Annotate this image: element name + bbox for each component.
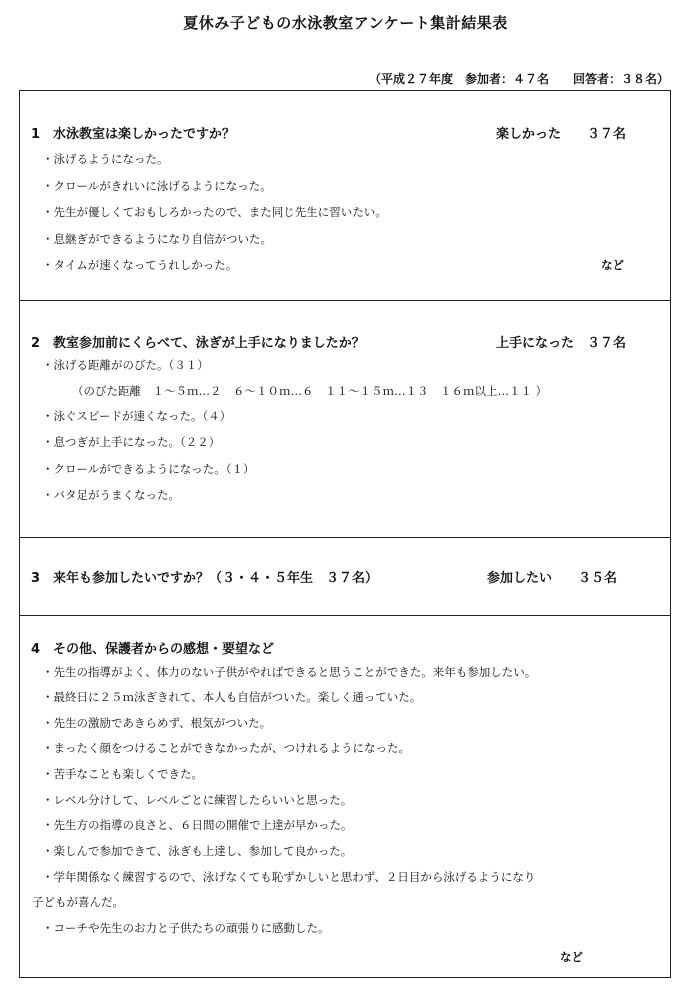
section-4-item: ・コーチや先生のお力と子供たちの頑張りに感動した。 [42, 921, 330, 935]
section-2-item: ・バタ足がうまくなった。 [42, 488, 180, 502]
section-1-answer: 楽しかった ３７名 [496, 127, 627, 142]
section-2-item: ・クロールができるようになった。（１） [42, 462, 255, 476]
section-1-item: ・息継ぎができるようになり自信がついた。 [42, 232, 272, 246]
section-1-item: ・タイムが速くなってうれしかった。 [42, 258, 238, 272]
section-3-question: 3 来年も参加したいですか？（３・４・５年生 ３７名） [31, 571, 379, 586]
section-2-item: ・泳げる距離がのびた。（３１） [42, 358, 209, 372]
section-3 [20, 537, 670, 615]
section-4-item: ・レベル分けして、レベルごとに練習したらいいと思った。 [42, 793, 353, 807]
section-4-item: ・学年関係なく練習するので、泳げなくても恥ずかしいと思わず、２日目から泳げるようになり [42, 870, 536, 884]
section-4-item: ・苦手なことも楽しくできた。 [42, 767, 203, 781]
section-4-item: ・先生の激励であきらめず、根気がついた。 [42, 716, 272, 730]
section-4-item: ・最終日に２５ｍ泳ぎきれて、本人も自信がついた。楽しく通っていた。 [42, 690, 422, 704]
section-4-item-continuation: 子どもが喜んだ。 [32, 895, 124, 909]
section-4-item: ・先生の指導がよく、体力のない子供がやればできると思うことができた。来年も参加したい。 [42, 665, 537, 679]
survey-meta: （平成２７年度 参加者：４７名 回答者：３８名） [368, 72, 669, 86]
section-2-question: 2 教室参加前にくらべて、泳ぎが上手になりましたか？ [31, 336, 365, 351]
section-4-item: ・まったく顔をつけることができなかったが、つけれるようになった。 [42, 741, 410, 755]
section-4-note: など [560, 950, 583, 964]
section-2-subitem: （のびた距離 １～５ｍ…２ ６～１０ｍ…６ １１～１５ｍ…１３ １６ｍ以上…１１ ） [72, 384, 548, 398]
section-1-note: など [601, 258, 624, 272]
section-4-question: 4 その他、保護者からの感想・要望など [31, 642, 275, 657]
page-title: 夏休み子どもの水泳教室アンケート集計結果表 [183, 14, 508, 32]
section-4-item: ・先生方の指導の良さと、６日間の開催で上達が早かった。 [42, 818, 353, 832]
results-frame [19, 90, 671, 978]
section-4-item: ・楽しんで参加できて、泳ぎも上達し、参加して良かった。 [42, 844, 353, 858]
section-1 [20, 91, 670, 300]
section-4 [20, 615, 670, 977]
section-1-item: ・泳げるようになった。 [42, 152, 169, 166]
section-2-answer: 上手になった ３７名 [496, 336, 627, 351]
section-2-item: ・泳ぐスピードが速くなった。（４） [42, 409, 232, 423]
section-2-item: ・息つぎが上手になった。（２２） [42, 435, 221, 449]
section-1-question: 1 水泳教室は楽しかったですか？ [31, 127, 236, 142]
section-1-item: ・先生が優しくておもしろかったので、また同じ先生に習いたい。 [42, 205, 387, 219]
section-3-answer: 参加したい ３５名 [487, 571, 618, 586]
section-2 [20, 300, 670, 537]
section-1-item: ・クロールがきれいに泳げるようになった。 [42, 179, 272, 193]
